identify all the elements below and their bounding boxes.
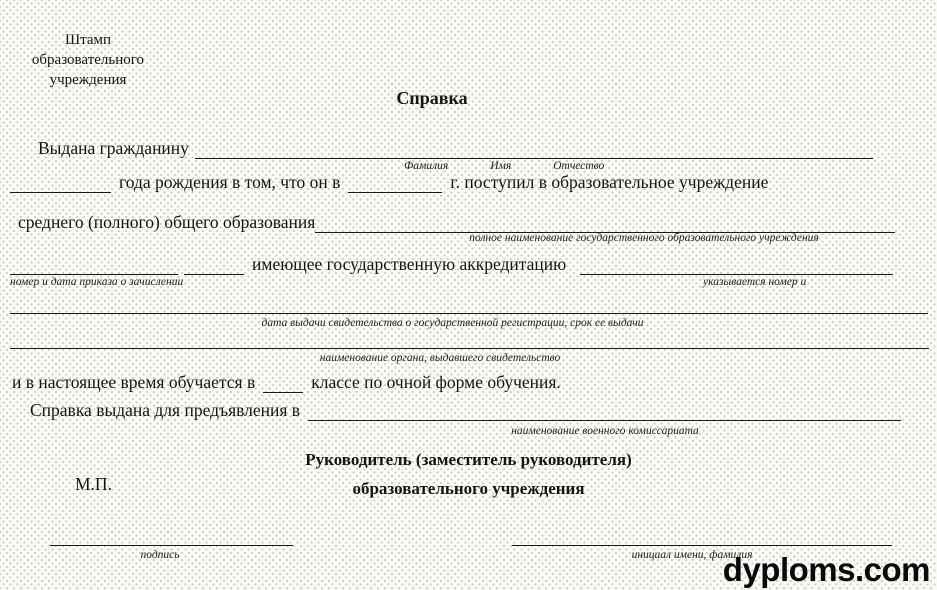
birth-year-blank-field: [10, 174, 111, 193]
authority-blank-field: [10, 335, 929, 349]
education-label: среднего (полного) общего образования: [18, 212, 316, 232]
fio-caption: [404, 160, 604, 172]
signature-blank-field: [50, 532, 293, 546]
study-pre-label: и в настоящее время обучается в: [12, 372, 256, 392]
birth-line-post-label: г. поступил в образовательное учреждение: [450, 172, 769, 192]
head-title-line1: Руководитель (заместитель руководителя): [305, 450, 632, 469]
registration-caption: дата выдачи свидетельства о государственной регистрации, срок ее выдачи: [261, 317, 644, 329]
stamp-place-label: М.П.: [75, 474, 112, 494]
head-title-line2: образовательного учреждения: [352, 479, 585, 498]
accreditation-number-blank-field: [580, 256, 893, 275]
stamp-line: образовательного: [31, 52, 145, 68]
institution-name-blank-field: [315, 214, 895, 233]
issued-to-line: [38, 138, 873, 159]
commissariat-caption: наименование военного комиссариата: [511, 425, 699, 437]
registration-blank-field: [10, 300, 928, 314]
signature-caption: подпись: [140, 549, 180, 561]
stamp-line: учреждения: [49, 72, 127, 88]
birth-enroll-line: [10, 172, 903, 193]
stamp-line: Штамп: [64, 32, 112, 48]
issued-to-label: Выдана гражданину: [38, 138, 189, 158]
initials-blank-field: [512, 532, 892, 546]
fio-caption-surname: Фамилия: [404, 160, 449, 172]
stamp-block: [8, 30, 168, 90]
class-blank-field: [263, 374, 303, 393]
accreditation-line: [10, 254, 893, 275]
fio-caption-name: Имя: [490, 160, 512, 172]
initials-caption: инициал имени, фамилия: [631, 549, 753, 561]
commissariat-blank-field: [308, 402, 901, 421]
presented-label: Справка выдана для предъявления в: [30, 400, 301, 420]
order-caption: номер и дата приказа о зачислении: [10, 276, 184, 288]
accreditation-number-caption: указывается номер и: [703, 276, 807, 288]
order-number-blank-field: [10, 256, 178, 275]
enroll-year-blank-field: [348, 174, 442, 193]
accreditation-label: имеющее государственную аккредитацию: [252, 254, 567, 274]
watermark-site-label: dyploms.com: [722, 551, 930, 588]
fio-blank-field: [195, 140, 873, 159]
presented-line: [30, 400, 901, 421]
fio-caption-patronymic: Отчество: [553, 160, 605, 172]
document-title: Справка: [396, 88, 468, 108]
study-line: [12, 372, 561, 393]
head-title-block: [0, 450, 937, 499]
study-post-label: классе по очной форме обучения.: [311, 372, 561, 392]
authority-caption: наименование органа, выдавшего свидетельство: [319, 352, 561, 364]
birth-line-pre-label: года рождения в том, что он в: [119, 172, 341, 192]
institution-name-caption: полное наименование государственного образовательного учреждения: [469, 232, 819, 244]
order-date-blank-field: [184, 256, 244, 275]
education-line: [18, 212, 895, 233]
